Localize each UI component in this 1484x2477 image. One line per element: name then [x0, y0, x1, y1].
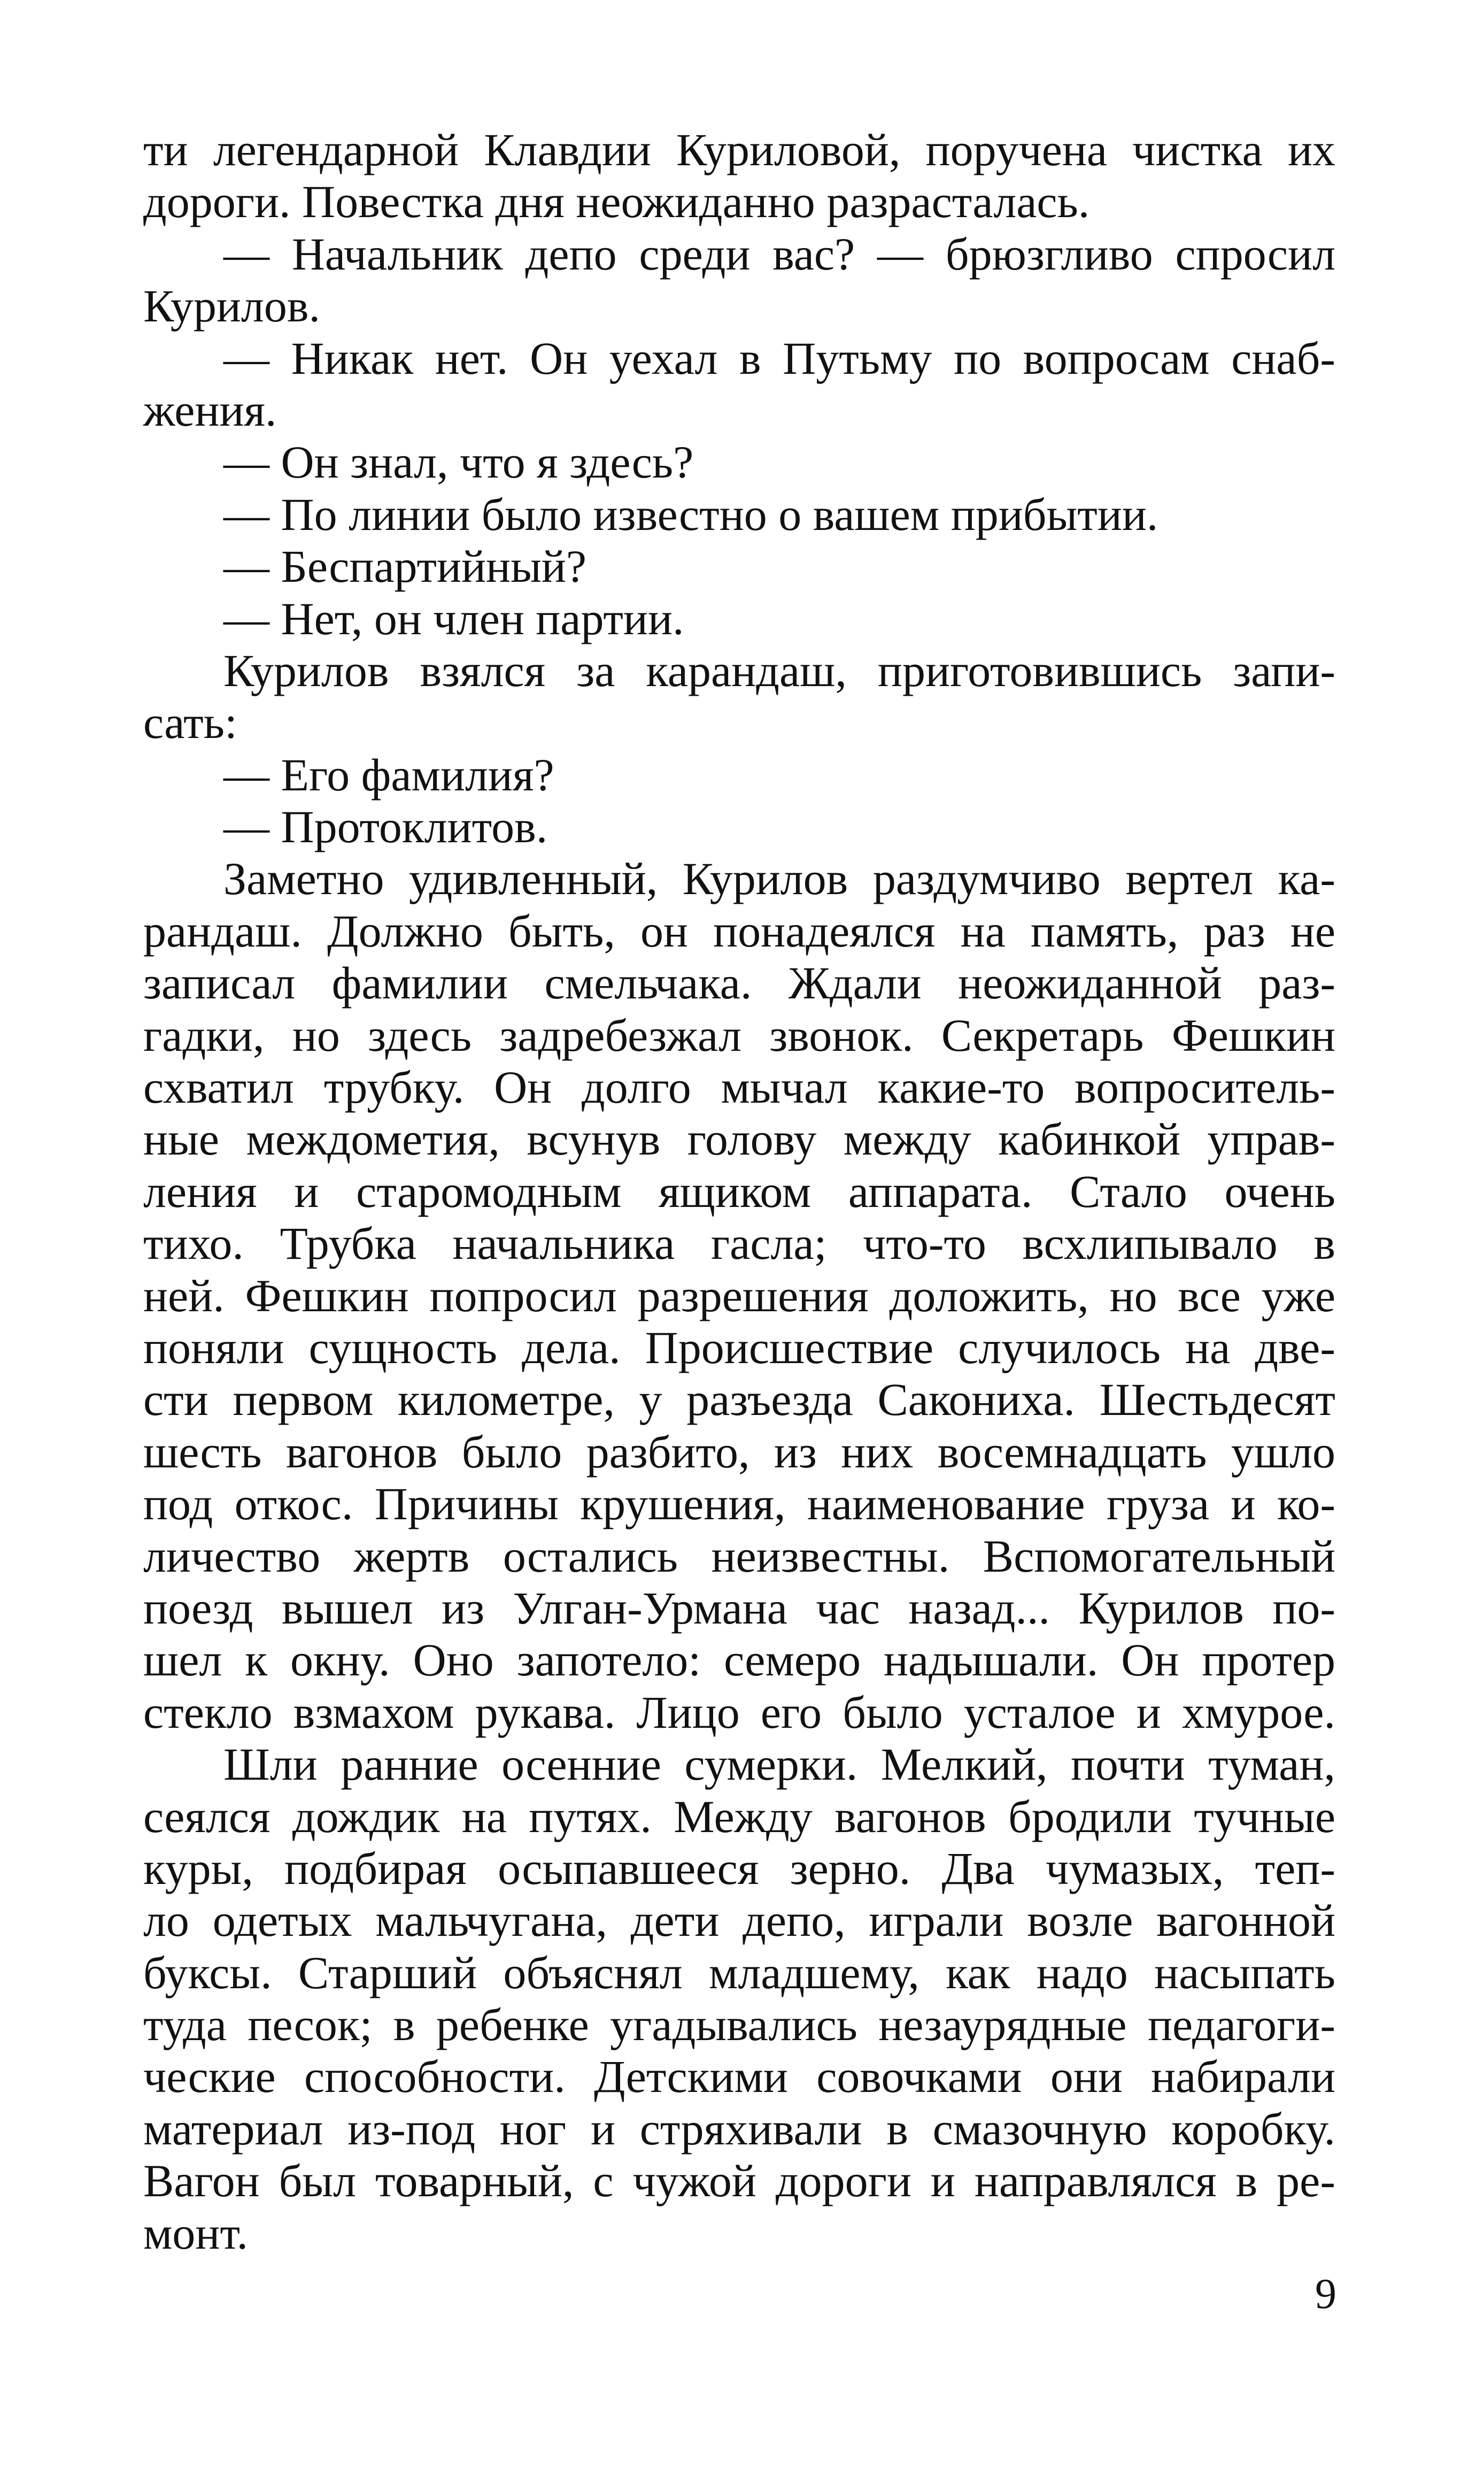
text-line: поезд вышел из Улган-Урмана час назад... Курилов по- [143, 1582, 1335, 1634]
text-line: ло одетых мальчугана, дети депо, играли возле вагонной [143, 1895, 1335, 1947]
text-line: под откос. Причины крушения, наименование груза и ко- [143, 1478, 1335, 1530]
text-line: сеялся дождик на путях. Между вагонов бродили тучные [143, 1790, 1335, 1842]
text-line: шесть вагонов было разбито, из них восемнадцать ушло [143, 1426, 1335, 1478]
text-line: — Он знал, что я здесь? [223, 436, 694, 488]
text-line: — Нет, он член партии. [223, 593, 684, 644]
text-line: куры, подбирая осыпавшееся зерно. Два чумазых, теп- [143, 1842, 1335, 1894]
text-line: стекло взмахом рукава. Лицо его было усталое и хмурое. [143, 1686, 1335, 1738]
text-line: — Протоклитов. [223, 801, 548, 853]
text-line: ления и старомодным ящиком аппарата. Стало очень [143, 1165, 1335, 1217]
text-line: Курилов. [143, 280, 320, 332]
text-line: схватил трубку. Он долго мычал какие-то вопроситель- [143, 1061, 1335, 1113]
text-line: материал из-под ног и стряхивали в смазочную коробку. [143, 2103, 1335, 2155]
text-line: Шли ранние осенние сумерки. Мелкий, почти туман, [223, 1738, 1335, 1790]
text-line: — По линии было известно о вашем прибытии. [223, 488, 1158, 540]
text-line: — Беспартийный? [223, 541, 587, 593]
text-line: ческие способности. Детскими совочками они набирали [143, 2051, 1335, 2103]
text-line: ти легендарной Клавдии Куриловой, поручена чистка их [143, 124, 1335, 175]
text-line: жения. [143, 384, 277, 436]
body-text [143, 124, 1335, 2259]
text-line: — Начальник депо среди вас? — брюзгливо спросил [223, 228, 1335, 280]
text-line: поняли сущность дела. Происшествие случилось на две- [143, 1321, 1335, 1373]
text-line: туда песок; в ребенке угадывались незаурядные педагоги- [143, 1999, 1335, 2051]
text-line: Заметно удивленный, Курилов раздумчиво вертел ка- [223, 853, 1335, 905]
text-line: ные междометия, всунув голову между кабинкой управ- [143, 1113, 1335, 1165]
page-number: 9 [1315, 2271, 1336, 2318]
text-line: ней. Фешкин попросил разрешения доложить, но все уже [143, 1270, 1335, 1321]
text-line: шел к окну. Оно запотело: семеро надышали. Он протер [143, 1634, 1335, 1686]
text-line: — Его фамилия? [223, 749, 554, 801]
text-line: монт. [143, 2207, 249, 2259]
text-line: — Никак нет. Он уехал в Путьму по вопросам снаб- [223, 332, 1335, 384]
text-line: Курилов взялся за карандаш, приготовившись запи- [223, 644, 1335, 696]
text-line: сать: [143, 697, 237, 749]
text-line: тихо. Трубка начальника гасла; что-то всхлипывало в [143, 1218, 1335, 1270]
text-line: сти первом километре, у разъезда Сакониха. Шестьдесят [143, 1374, 1335, 1426]
text-line: дороги. Повестка дня неожиданно разрасталась. [143, 176, 1090, 228]
text-line: записал фамилии смельчака. Ждали неожиданной раз- [143, 957, 1335, 1009]
text-line: гадки, но здесь задребезжал звонок. Секретарь Фешкин [143, 1009, 1335, 1061]
text-line: буксы. Старший объяснял младшему, как надо насыпать [143, 1947, 1335, 1998]
text-line: рандаш. Должно быть, он понадеялся на память, раз не [143, 905, 1335, 957]
text-line: личество жертв остались неизвестны. Вспомогательный [143, 1530, 1335, 1582]
text-line: Вагон был товарный, с чужой дороги и направлялся в ре- [143, 2155, 1335, 2207]
